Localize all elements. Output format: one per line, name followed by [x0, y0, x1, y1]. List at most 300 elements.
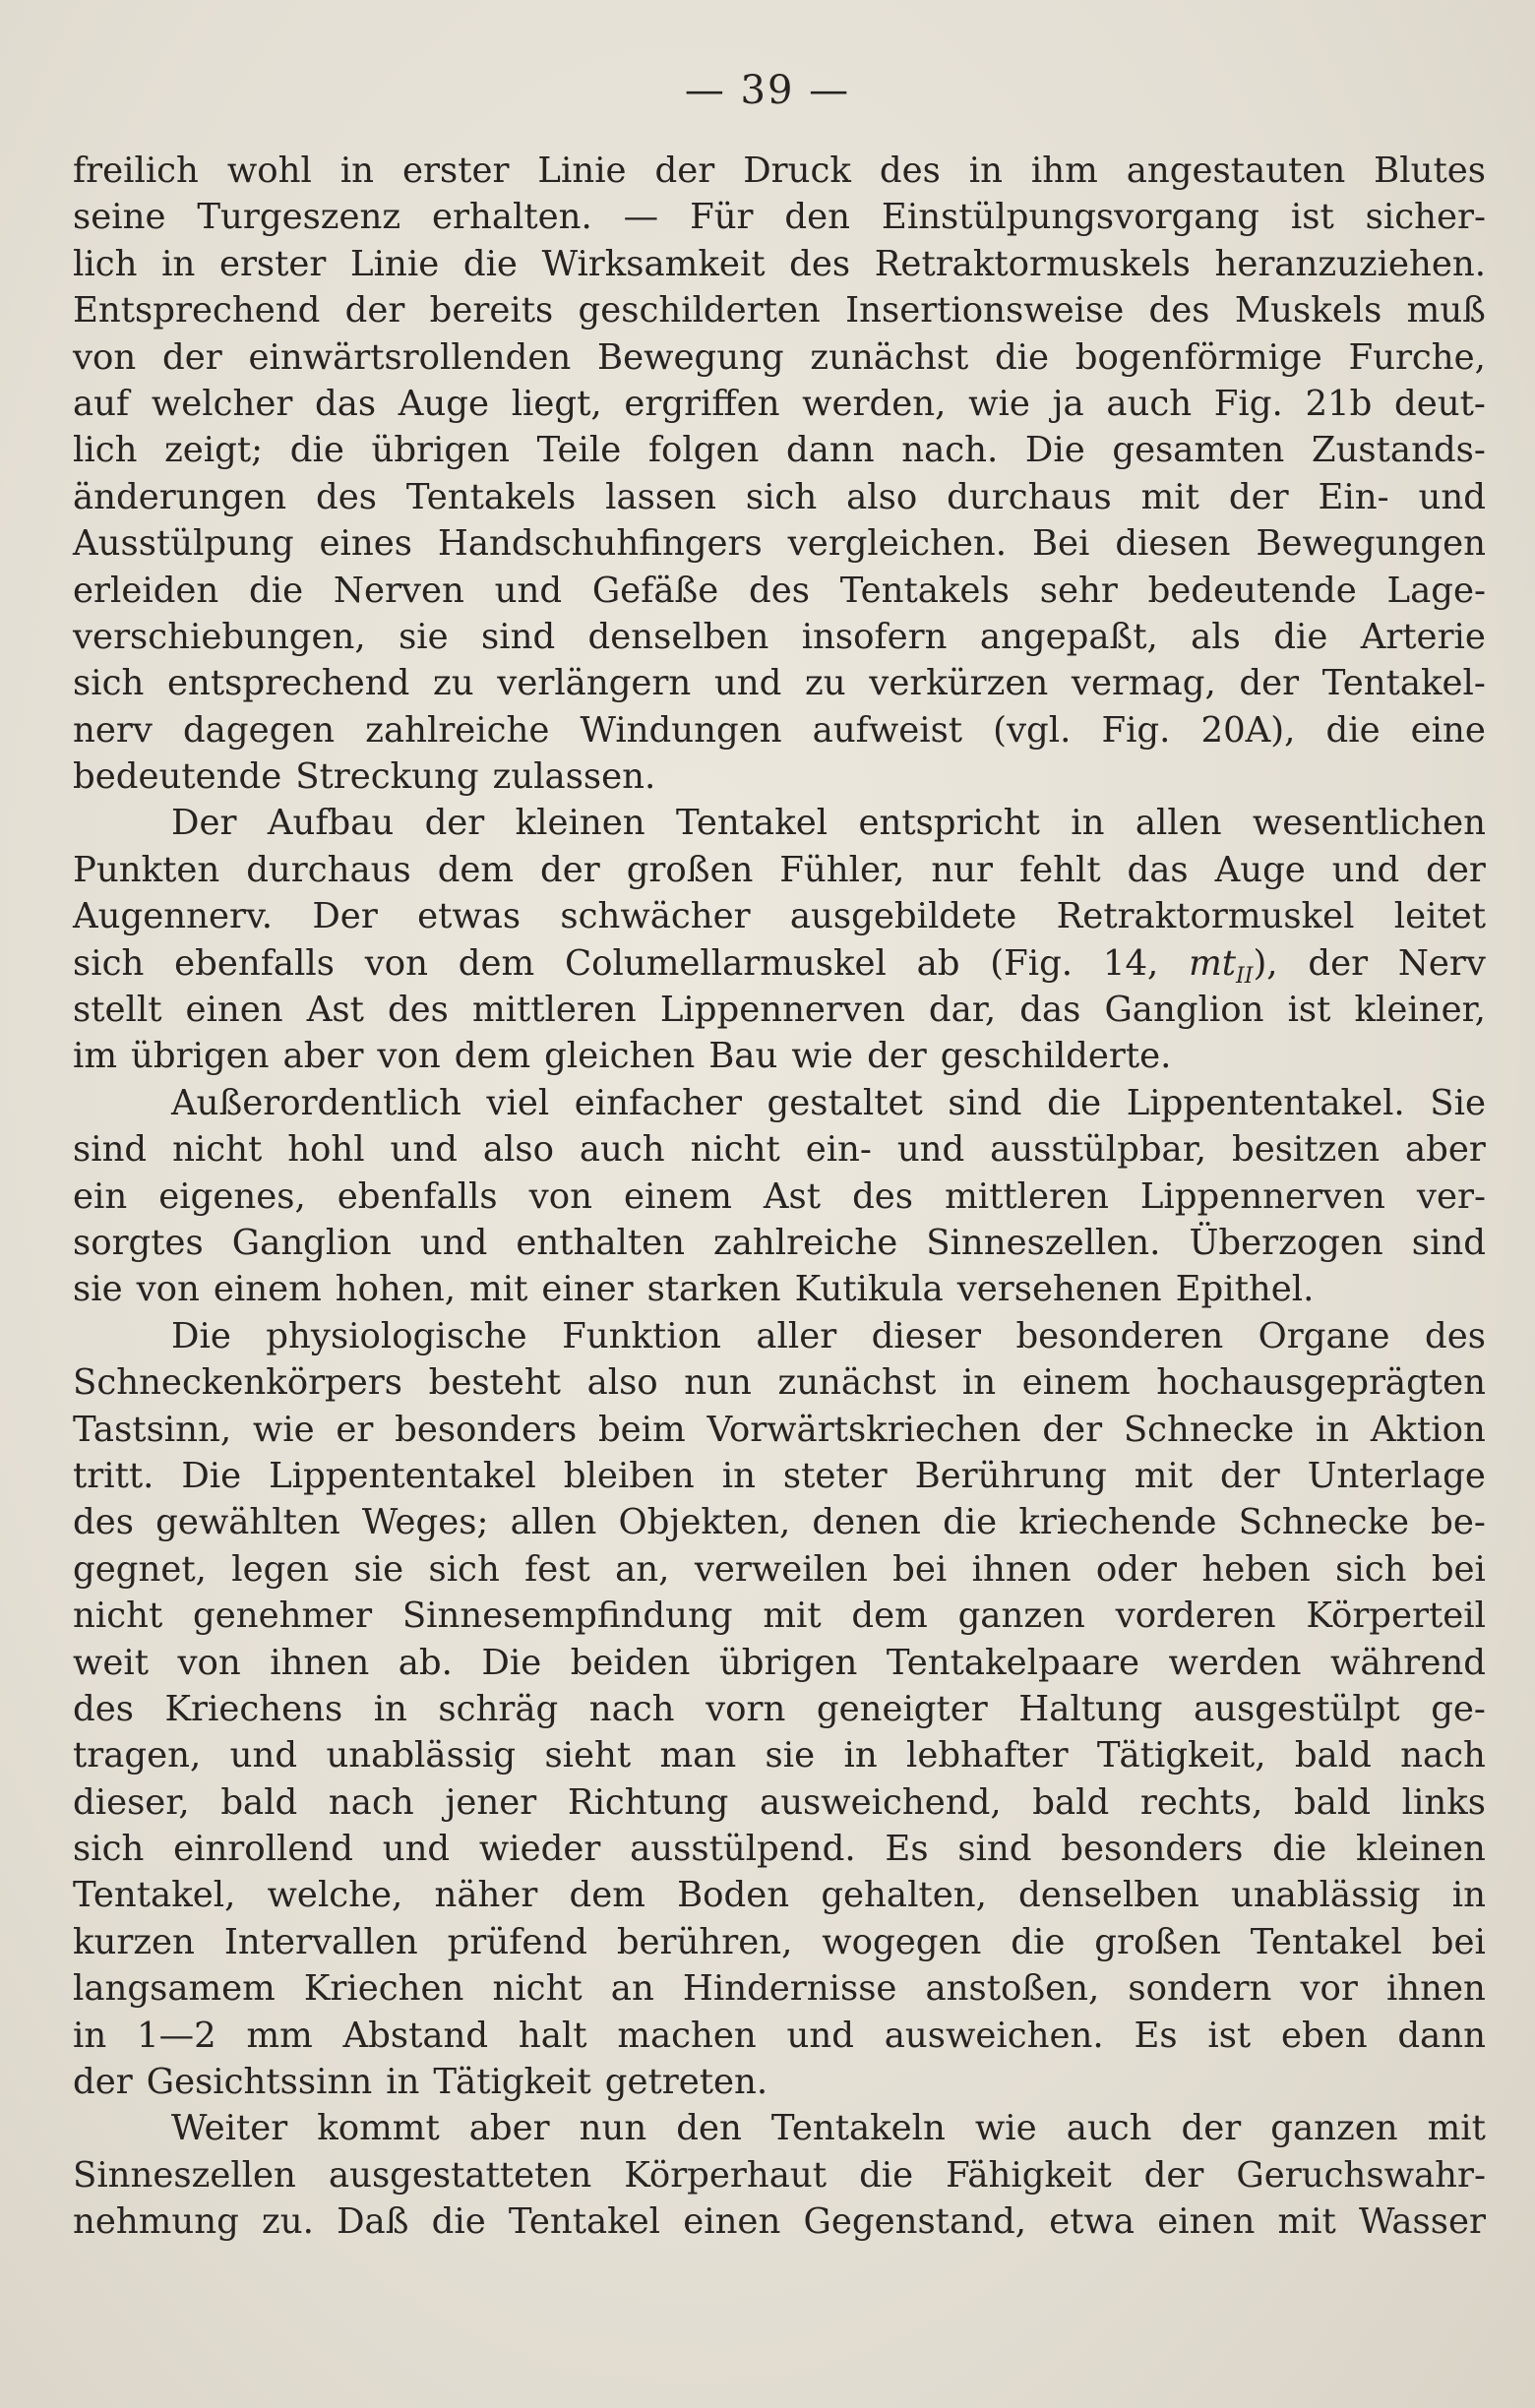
word: Es	[1134, 2015, 1178, 2056]
word: der	[162, 336, 222, 378]
word: hochausgeprägten	[1156, 1362, 1486, 1404]
text-line	[73, 987, 1486, 1033]
word: Geruchswahr-	[1236, 2154, 1486, 2196]
word: nun	[579, 2108, 647, 2149]
text-line	[73, 800, 1486, 846]
word: ebenfalls	[337, 1175, 498, 1217]
word: auch	[1066, 2108, 1152, 2149]
word: sich	[745, 476, 818, 517]
word: Retraktormuskels	[874, 243, 1191, 284]
word: wohl	[226, 150, 312, 191]
word: ganzen	[1270, 2108, 1398, 2149]
word: vor	[1300, 1968, 1358, 2010]
word: Die	[481, 1642, 542, 1683]
word: in	[1315, 1409, 1350, 1450]
word: insofern	[801, 616, 948, 657]
word: Die	[181, 1455, 242, 1496]
text-line	[73, 1407, 1486, 1453]
word: schräg	[438, 1688, 559, 1729]
word: der	[424, 803, 485, 844]
text-line	[73, 893, 1486, 939]
text-line	[73, 1313, 1486, 1359]
word: (Fig.	[990, 942, 1074, 984]
word: Weiter	[171, 2108, 288, 2149]
word: erleiden	[73, 570, 219, 611]
word: Tentakelpaare	[886, 1642, 1140, 1683]
word: Ast	[306, 990, 364, 1031]
word: der	[540, 849, 600, 890]
word: dieser,	[73, 1781, 190, 1823]
word: steter	[782, 1455, 888, 1496]
word: Bewegungen	[1256, 523, 1486, 565]
word: 20A),	[1200, 709, 1296, 751]
word: der	[1219, 1455, 1280, 1496]
word: geschilderte.	[940, 1036, 1172, 1077]
word: kriechende	[1018, 1502, 1217, 1543]
word: der	[344, 290, 405, 331]
word: versehenen	[956, 1269, 1162, 1310]
word: vermag,	[1071, 663, 1216, 704]
word: zeigt;	[164, 430, 264, 471]
word: Columellarmuskel	[564, 942, 887, 984]
word: ein	[73, 1175, 128, 1217]
word: besonders	[395, 1409, 578, 1450]
word: Schneckenkörpers	[73, 1362, 402, 1404]
word: mit	[1134, 1455, 1194, 1496]
word: nur	[931, 849, 994, 890]
text-line	[73, 1174, 1486, 1220]
text-line	[73, 1593, 1486, 1639]
word: von	[364, 942, 428, 984]
word: allen	[510, 1502, 597, 1543]
word: an	[610, 1968, 654, 2010]
word: die	[943, 1502, 998, 1543]
word: näher	[434, 1875, 538, 1916]
text-line	[73, 1686, 1486, 1732]
word: links	[1401, 1781, 1486, 1823]
word: eben	[1280, 2015, 1368, 2056]
word: besonderen	[1015, 1315, 1224, 1356]
word: nach	[328, 1781, 414, 1823]
word: Fig.	[1101, 709, 1171, 751]
word: nehmung	[73, 2201, 239, 2243]
text-line	[73, 427, 1486, 473]
word: bedeutende	[73, 756, 282, 798]
word: im	[73, 1036, 118, 1077]
word: Sinneszellen.	[926, 1222, 1161, 1263]
word: als	[1191, 616, 1241, 657]
word: Furche,	[1348, 336, 1486, 378]
text-line	[73, 1732, 1486, 1778]
word: großen	[1094, 1921, 1221, 1962]
word: oder	[1095, 1548, 1177, 1590]
word: die	[249, 570, 304, 611]
word: vorderen	[1115, 1595, 1276, 1637]
word: getreten.	[604, 2062, 768, 2103]
word: bald	[1294, 1735, 1372, 1776]
word: bedeutende	[1147, 570, 1357, 611]
word: ausgestatteten	[328, 2154, 592, 2196]
word: etwa	[1049, 2201, 1136, 2243]
word: Boden	[677, 1875, 790, 1916]
word: Gefäße	[591, 570, 719, 611]
word: Lippententakel	[269, 1455, 536, 1496]
word: freilich	[73, 150, 199, 191]
text-line	[73, 194, 1486, 240]
word: an,	[615, 1548, 670, 1590]
word: also	[482, 1129, 554, 1171]
word: nicht	[172, 1129, 263, 1171]
word: folgen	[647, 430, 760, 471]
word: ver-	[1416, 1175, 1486, 1217]
word: übrigen	[718, 1642, 858, 1683]
word: ausgestülpt	[1194, 1688, 1400, 1729]
word: ist	[1287, 990, 1331, 1031]
word: und	[713, 663, 782, 704]
word: Arterie	[1360, 616, 1486, 657]
word: Druck	[743, 150, 851, 191]
word: Außerordentlich	[171, 1082, 461, 1123]
word: Blutes	[1374, 150, 1486, 191]
word: die	[1273, 616, 1328, 657]
text-line	[73, 381, 1486, 427]
word: bei	[892, 1548, 948, 1590]
word: nun	[684, 1362, 752, 1404]
word: gehalten,	[821, 1875, 987, 1916]
word: Körperhaut	[624, 2154, 828, 2196]
word: sie	[353, 1548, 404, 1590]
word: (vgl.	[993, 709, 1072, 751]
text-line	[73, 847, 1486, 893]
word: Ganglion	[231, 1222, 392, 1263]
word: muß	[1406, 290, 1486, 331]
word: Insertionsweise	[845, 290, 1125, 331]
word: legen	[231, 1548, 330, 1590]
word: vergleichen.	[787, 523, 1008, 565]
word: welcher	[151, 383, 293, 424]
word: die	[1272, 1829, 1327, 1870]
text-line	[73, 568, 1486, 614]
word: eine	[1410, 709, 1486, 751]
word: allen	[1135, 803, 1222, 844]
word: tritt.	[73, 1455, 154, 1496]
text-line	[73, 1126, 1486, 1173]
word: liegt,	[511, 383, 602, 424]
word: Fähigkeit	[946, 2154, 1112, 2196]
body-text	[73, 148, 1486, 2246]
word: dagegen	[182, 709, 336, 751]
word: einer	[541, 1269, 634, 1310]
word: Linie	[537, 150, 627, 191]
word: aufweist	[812, 709, 963, 751]
word: des	[879, 150, 941, 191]
word: der	[1239, 663, 1300, 704]
word: in	[1451, 1875, 1486, 1916]
text-line	[73, 2198, 1486, 2245]
word: schwächer	[560, 896, 751, 937]
word: Lage-	[1386, 570, 1486, 611]
word: Streckung	[295, 756, 479, 798]
word: bereits	[429, 290, 554, 331]
word: fest	[524, 1548, 590, 1590]
word: wieder	[478, 1829, 601, 1870]
word: Wirksamkeit	[541, 243, 766, 284]
word: starken	[646, 1269, 781, 1310]
word: Lippententakel.	[1126, 1082, 1405, 1123]
word: des	[315, 476, 377, 517]
word: kurzen	[73, 1921, 195, 1962]
word: dieser	[871, 1315, 981, 1356]
word: Tentakel-	[1321, 663, 1486, 704]
text-line	[73, 1640, 1486, 1686]
word: Turgeszenz	[197, 197, 401, 238]
word: Tätigkeit	[433, 2062, 591, 2103]
word: zahlreiche	[713, 1222, 898, 1263]
word: nach	[588, 1688, 675, 1729]
word: diesen	[1115, 523, 1231, 565]
word: Punkten	[73, 849, 220, 890]
word: denselben	[587, 616, 769, 657]
text-line	[73, 520, 1486, 567]
word: nerv	[73, 709, 153, 751]
word: mittleren	[945, 1175, 1109, 1217]
word: kleinen	[1355, 1829, 1486, 1870]
word: des	[852, 1175, 914, 1217]
word: ist	[1290, 197, 1334, 238]
word: Auge	[398, 383, 490, 424]
word: von	[136, 1269, 200, 1310]
text-line	[73, 1033, 1486, 1079]
word: sind	[481, 616, 556, 657]
word: in	[968, 150, 1003, 191]
word: des	[748, 570, 810, 611]
word: heranzuziehen.	[1214, 243, 1486, 284]
word: berühren,	[616, 1921, 793, 1962]
word: nicht	[492, 1968, 583, 2010]
word: während	[1329, 1642, 1486, 1683]
word: ihm	[1030, 150, 1098, 191]
word: Haltung	[1018, 1688, 1163, 1729]
word: dem	[569, 1875, 645, 1916]
word: verschiebungen,	[73, 616, 366, 657]
word: verkürzen	[869, 663, 1049, 704]
word: ebenfalls	[174, 942, 335, 984]
word: und	[382, 1829, 451, 1870]
word: sie	[765, 1735, 816, 1776]
word: Schnecke	[1123, 1409, 1295, 1450]
word: einem	[213, 1269, 322, 1310]
word: Windungen	[580, 709, 782, 751]
word: Kriechen	[303, 1968, 464, 2010]
word: fehlt	[1018, 849, 1101, 890]
word: anstoßen,	[925, 1968, 1100, 2010]
word: ergriffen	[624, 383, 780, 424]
word: Bei	[1031, 523, 1090, 565]
word: nach.	[901, 430, 999, 471]
word: Tentakels	[405, 476, 577, 517]
word: Epithel.	[1175, 1269, 1315, 1310]
word: zulassen.	[492, 756, 656, 798]
word: dann	[785, 430, 875, 471]
word: ja	[1052, 383, 1084, 424]
word: angepaßt,	[979, 616, 1158, 657]
word: Sie	[1430, 1082, 1486, 1123]
word: dar,	[928, 990, 997, 1031]
text-line	[73, 940, 1486, 987]
word: Lippennerven	[1139, 1175, 1385, 1217]
word: Ausstülpung	[73, 523, 294, 565]
word: und	[229, 1735, 298, 1776]
word: mit	[1140, 476, 1199, 517]
word: kommt	[317, 2108, 440, 2149]
word: und	[390, 1129, 458, 1171]
word: enthalten	[516, 1222, 686, 1263]
word: des	[789, 243, 851, 284]
word: großen	[626, 849, 754, 890]
word: Abstand	[342, 2015, 489, 2056]
word: ausstülpbar,	[990, 1129, 1207, 1171]
word: denen	[812, 1502, 921, 1543]
word: dem	[437, 849, 515, 890]
word: Die	[171, 1315, 231, 1356]
word: gesamten	[1112, 430, 1285, 471]
word: seine	[73, 197, 166, 238]
word: zunächst	[810, 336, 969, 378]
word: Der	[312, 896, 378, 937]
word: jener	[445, 1781, 537, 1823]
word: Fühler,	[779, 849, 905, 890]
word: ihnen	[1385, 1968, 1486, 2010]
word: ihnen	[270, 1642, 370, 1683]
word: wie	[974, 2108, 1037, 2149]
word: Hindernisse	[682, 1968, 897, 2010]
word: —	[623, 197, 659, 238]
word: Bau	[708, 1036, 778, 1077]
word: gleichen	[544, 1036, 696, 1077]
word: und	[896, 1129, 965, 1171]
text-line	[73, 1872, 1486, 1918]
word: 14,	[1102, 942, 1159, 984]
word: des	[387, 990, 449, 1031]
word: erhalten.	[431, 197, 592, 238]
word: genehmer	[192, 1595, 373, 1637]
word: zu	[805, 663, 846, 704]
text-line	[73, 2105, 1486, 2151]
word: und	[786, 2015, 854, 2056]
word: vorn	[706, 1688, 786, 1729]
text-line	[73, 2059, 1486, 2105]
text-line	[73, 2013, 1486, 2059]
word: Einstülpungsvorgang	[881, 197, 1260, 238]
word: in	[373, 1688, 407, 1729]
word: Funktion	[562, 1315, 721, 1356]
word: den	[784, 197, 851, 238]
word: die	[1047, 1082, 1102, 1123]
word: Intervallen	[223, 1921, 418, 1962]
word: erster	[218, 243, 327, 284]
word: Zustands-	[1311, 430, 1486, 471]
word: Kriechens	[164, 1688, 343, 1729]
word: von	[73, 336, 137, 378]
word: auf	[73, 383, 130, 424]
word: der	[1181, 2108, 1242, 2149]
word: Ast	[763, 1175, 822, 1217]
word: in	[721, 1455, 756, 1496]
word: deut-	[1394, 383, 1486, 424]
word: Körperteil	[1306, 1595, 1486, 1637]
word: mittleren	[471, 990, 637, 1031]
word: einem	[1021, 1362, 1131, 1404]
word: änderungen	[73, 476, 287, 517]
word: Wasser	[1358, 2201, 1486, 2243]
word: Muskels	[1234, 290, 1382, 331]
word: sind	[957, 1829, 1032, 1870]
word: Tentakel	[508, 2201, 661, 2243]
word: unablässig	[1230, 1875, 1421, 1916]
word: sorgtes	[73, 1222, 204, 1263]
word: des	[73, 1502, 134, 1543]
word: kleinen	[515, 803, 645, 844]
word: von	[177, 1642, 241, 1683]
word: bald	[220, 1781, 298, 1823]
word: also	[846, 476, 918, 517]
word: Nerven	[333, 570, 464, 611]
word: die	[1325, 709, 1381, 751]
word: die	[431, 2201, 486, 2243]
text-line	[73, 753, 1486, 800]
text-line	[73, 1080, 1486, 1126]
word: man	[659, 1735, 737, 1776]
word: Sinnesempfindung	[401, 1595, 733, 1637]
word: in	[73, 2015, 107, 2056]
word: in	[1071, 803, 1105, 844]
page-number: — 39 —	[684, 68, 851, 113]
word: übrigen	[131, 1036, 270, 1077]
word: ausstülpend.	[630, 1829, 856, 1870]
word: des	[73, 1688, 134, 1729]
word: geschilderten	[578, 290, 821, 331]
word: nicht	[73, 1595, 163, 1637]
word: $mt_{II}$),	[1189, 942, 1278, 989]
word: werden,	[802, 383, 947, 424]
word: der	[1228, 476, 1289, 517]
word: machen	[617, 2015, 757, 2056]
word: Sinneszellen	[73, 2154, 296, 2196]
word: Tätigkeit,	[1096, 1735, 1266, 1776]
word: zunächst	[777, 1362, 937, 1404]
word: wogegen	[822, 1921, 982, 1962]
word: von	[377, 1036, 441, 1077]
word: aber	[468, 2108, 550, 2149]
word: prüfend	[447, 1921, 587, 1962]
word: sondern	[1128, 1968, 1272, 2010]
word: Überzogen	[1189, 1222, 1383, 1263]
text-line	[73, 1965, 1486, 2012]
word: ab.	[398, 1642, 453, 1683]
text-line	[73, 148, 1486, 194]
word: einen	[1157, 2201, 1256, 2243]
word: besitzen	[1231, 1129, 1381, 1171]
word: sehr	[1039, 570, 1118, 611]
word: sind	[948, 1082, 1022, 1123]
word: lassen	[605, 476, 716, 517]
text-line	[73, 474, 1486, 520]
word: halt	[518, 2015, 587, 2056]
word: Ganglion	[1104, 990, 1264, 1031]
word: der	[1308, 942, 1369, 984]
word: stellt	[73, 990, 162, 1031]
word: gewählten	[155, 1502, 340, 1543]
